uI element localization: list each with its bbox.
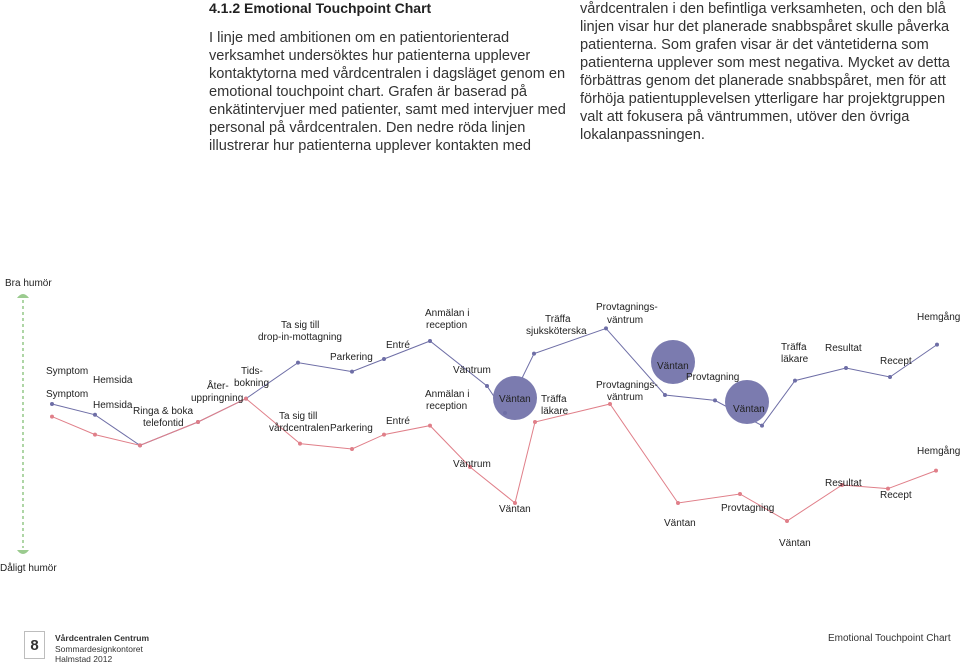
label-vantrum-red: Väntrum <box>453 459 491 470</box>
label-drop-1: Ta sig till <box>281 320 320 331</box>
axis-label-bad-mood: Dåligt humör <box>0 563 57 574</box>
footer-org-name: Vårdcentralen Centrum <box>55 633 149 643</box>
label-ater-2: uppringning <box>191 393 244 404</box>
blue-point-18 <box>844 366 848 370</box>
paragraph-left-text: I linje med ambitionen om en patientorienterad verksamhet undersöktes hur patienterna upplever kontaktytorna med vårdcentralen i dagsläget genom en emotional touchpoint chart. Grafen är baserad på enkätintervjuer med patienter, samt med intervjuer med personal på vårdcentralen. Den nedre röda linjen illustrerar hur patienterna upplever kontakten med <box>209 30 566 154</box>
label-vc-2: vårdcentralen <box>269 423 330 434</box>
label-drop-2: drop-in-mottagning <box>258 332 342 343</box>
red-point-15 <box>738 492 742 496</box>
blue-point-9 <box>428 339 432 343</box>
label-entre-blue: Entré <box>386 340 410 351</box>
label-anm-blue-1: Anmälan i <box>425 308 470 319</box>
label-resultat-red: Resultat <box>825 478 862 489</box>
label-ringa-2: telefontid <box>143 418 184 429</box>
waiting-circle-3 <box>725 380 769 424</box>
label-resultat-blue: Resultat <box>825 343 862 354</box>
label-traffa-lakare-blue-2: läkare <box>781 354 809 365</box>
blue-point-8 <box>382 357 386 361</box>
blue-point-19 <box>888 375 892 379</box>
label-traffa-sjuk-1: Träffa <box>545 314 571 325</box>
label-vantan-blue-1: Väntan <box>499 394 531 405</box>
paragraph-right-text: vårdcentralen i den befintliga verksamheten, och den blå linjen visar hur det planerade snabbspåret skulle påverka patienterna. Som grafen visar är det väntetiderna som patienterna upplever som mest negativa. Mycket av detta förbättras genom det planerade snabbspåret, men för att förhöja patientupplevelsen ytterligare har projektgruppen valt att fokusera på väntrummen, utöver den övriga lokalanpassningen. <box>580 1 950 143</box>
blue-point-17 <box>793 379 797 383</box>
blue-point-10 <box>485 384 489 388</box>
blue-point-7 <box>350 370 354 374</box>
mood-axis-top-arrow-icon <box>17 294 29 298</box>
blue-point-13 <box>604 326 608 330</box>
mood-axis-bottom-arrow-icon <box>17 550 29 554</box>
label-prov-red-1: Provtagnings- <box>596 380 658 391</box>
label-entre-red: Entré <box>386 416 410 427</box>
red-point-2 <box>93 433 97 437</box>
blue-point-6 <box>296 361 300 365</box>
section-heading: 4.1.2 Emotional Touchpoint Chart <box>209 0 432 16</box>
blue-point-11 <box>503 411 507 415</box>
red-point-5 <box>244 397 248 401</box>
label-symptom-red: Symptom <box>46 389 89 400</box>
blue-point-14 <box>663 393 667 397</box>
label-hemsida-blue: Hemsida <box>93 375 133 386</box>
label-vantan-blue-3: Väntan <box>733 404 765 415</box>
blue-point-15 <box>713 398 717 402</box>
label-hemgang-blue: Hemgång <box>917 312 960 323</box>
mood-axis <box>17 294 29 554</box>
label-traffa-lakare-red-1: Träffa <box>541 394 567 405</box>
label-vc-1: Ta sig till <box>279 411 318 422</box>
blue-point-12 <box>532 352 536 356</box>
label-anm-blue-2: reception <box>426 320 468 331</box>
label-recept-blue: Recept <box>880 356 912 367</box>
label-ringa-1: Ringa & boka <box>133 406 194 417</box>
blue-point-1 <box>50 402 54 406</box>
blue-point-16 <box>760 424 764 428</box>
label-anm-red-1: Anmälan i <box>425 389 470 400</box>
label-vantan-red-2: Väntan <box>664 518 696 529</box>
label-parkering-blue: Parkering <box>330 352 373 363</box>
label-symptom-blue: Symptom <box>46 366 89 377</box>
label-provtagning-blue: Provtagning <box>686 372 740 383</box>
red-point-8 <box>382 433 386 437</box>
label-vantan-red-1: Väntan <box>499 504 531 515</box>
label-vantrum-blue: Väntrum <box>453 365 491 376</box>
footer-organization <box>55 633 149 665</box>
label-hemgang-red: Hemgång <box>917 446 960 457</box>
red-point-19 <box>934 469 938 473</box>
label-parkering-red: Parkering <box>330 423 373 434</box>
label-prov-blue-1: Provtagnings- <box>596 302 658 313</box>
red-point-14 <box>676 501 680 505</box>
axis-label-good-mood: Bra humör <box>5 278 52 289</box>
label-traffa-lakare-red-2: läkare <box>541 406 569 417</box>
label-tids-2: bokning <box>234 378 270 389</box>
red-point-9 <box>428 424 432 428</box>
label-traffa-sjuk-2: sjuksköterska <box>526 326 587 337</box>
label-tids-1: Tids- <box>241 366 263 377</box>
footer-document-title: Emotional Touchpoint Chart <box>828 633 951 644</box>
red-point-3 <box>138 443 142 447</box>
label-recept-red: Recept <box>880 490 912 501</box>
label-traffa-lakare-blue-1: Träffa <box>781 342 807 353</box>
red-point-12 <box>533 420 537 424</box>
red-point-16 <box>785 519 789 523</box>
label-vantan-red-3: Väntan <box>779 538 811 549</box>
label-ater-1: Åter- <box>207 381 229 392</box>
label-provtagning-red: Provtagning <box>721 503 775 514</box>
blue-point-2 <box>93 413 97 417</box>
label-hemsida-red: Hemsida <box>93 400 133 411</box>
red-point-1 <box>50 415 54 419</box>
footer-org-place: Halmstad 2012 <box>55 654 113 664</box>
footer-org-sub: Sommardesignkontoret <box>55 643 143 654</box>
red-point-4 <box>196 420 200 424</box>
label-anm-red-2: reception <box>426 401 468 412</box>
blue-point-20 <box>935 343 939 347</box>
touchpoint-labels <box>46 302 960 549</box>
label-prov-blue-2: väntrum <box>607 315 644 326</box>
red-point-6 <box>298 442 302 446</box>
label-vantan-blue-2: Väntan <box>657 361 689 372</box>
red-point-7 <box>350 447 354 451</box>
page-number: 8 <box>24 631 45 659</box>
label-prov-red-2: väntrum <box>607 392 644 403</box>
